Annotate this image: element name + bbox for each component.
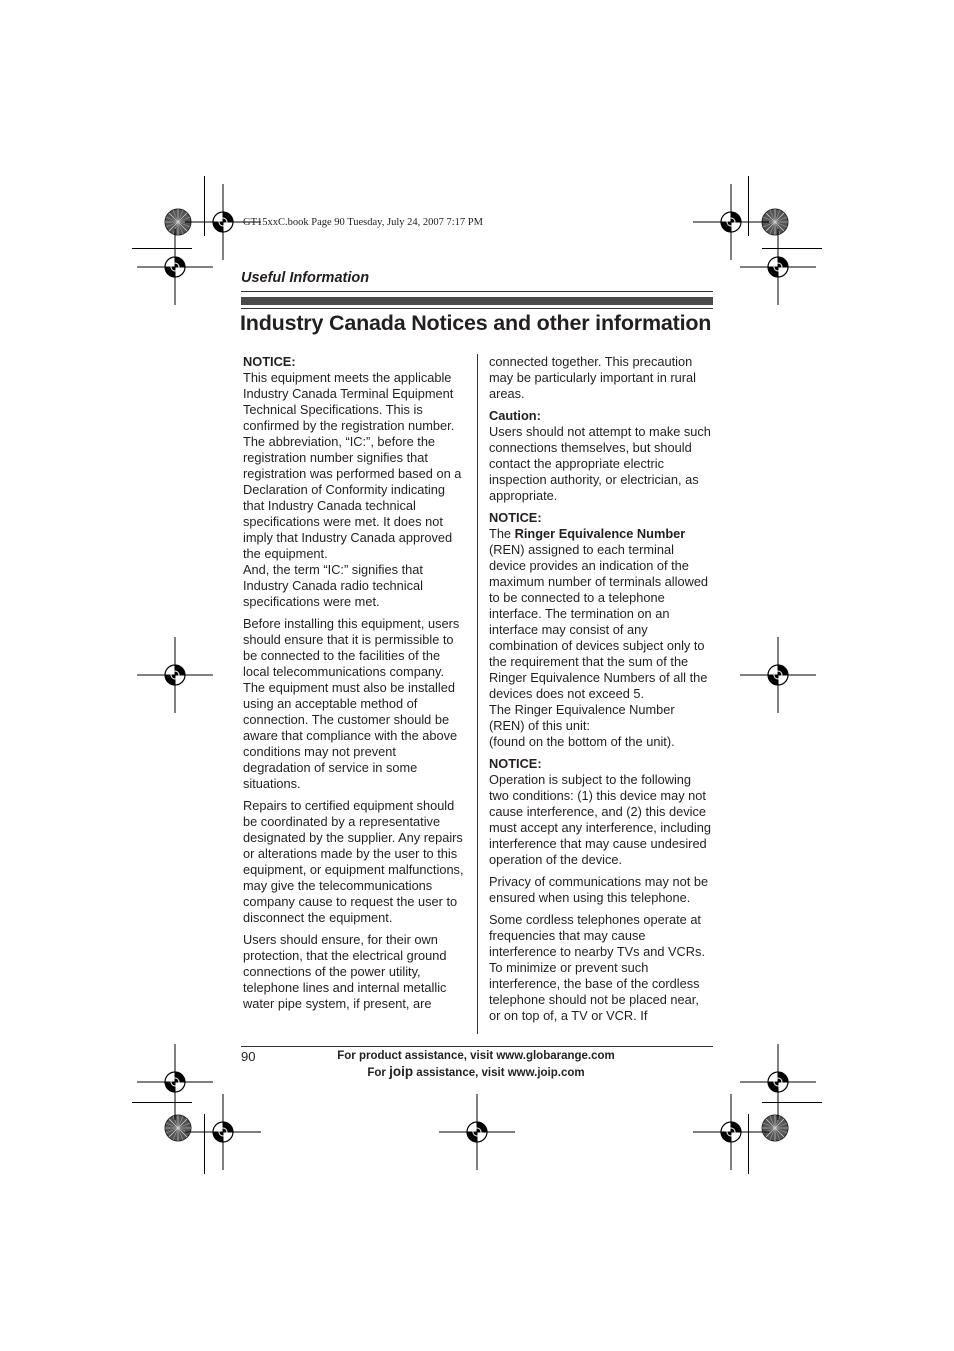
notice-heading: NOTICE: [489,756,542,771]
paragraph: Users should ensure, for their own protection, that the electrical ground connections of the power utility, telephone lines and internal metallic water pipe system, if present, are [243,932,447,1011]
footer-suffix: assistance, visit www.joip.com [413,1067,585,1079]
registration-mark [185,1094,261,1170]
paragraph: Repairs to certified equipment should be coordinated by a representative designated by the supplier. Any repairs or alterations made by the user to this equipment, or equipment malfunctions, may give the telecommunications company cause to request the user to disconnect the equipment. [243,798,464,925]
ren-term: Ringer Equivalence Number [514,526,686,541]
caution-body: Users should not attempt to make such connections themselves, but should contact the appropriate electric inspection authority, or electrician, as appropriate. [489,424,711,503]
footer-divider [241,1046,713,1047]
registration-mark [740,1044,816,1120]
notice-heading: NOTICE: [243,354,296,369]
header-band [241,297,713,305]
section-label: Useful Information [241,270,370,286]
caution-block [489,408,711,504]
caution-heading: Caution: [489,408,541,423]
notice-body: This equipment meets the applicable Industry Canada Terminal Equipment Technical Specifications. This is confirmed by the registration number. The abbreviation, “IC:”, before the registration number signifies that registration was performed based on a Declaration of Conformity indicating that Industry Canada technical specifications were met. It does not imply that Industry Canada approved the equipment. [243,370,462,561]
book-header: GT15xxC.book Page 90 Tuesday, July 24, 2007 7:17 PM [243,217,483,228]
notice-heading: NOTICE: [489,510,542,525]
registration-mark [693,184,769,260]
page-title: Industry Canada Notices and other information [240,311,712,335]
registration-mark [439,1094,515,1170]
ren-location-line: (found on the bottom of the unit). [489,734,675,749]
notice-block [489,510,711,750]
registration-mark [693,1094,769,1170]
footer-line-joip [300,1064,652,1081]
page-number: 90 [241,1049,256,1064]
divider [241,291,713,292]
paragraph: connected together. This precaution may be particularly important in rural areas. [489,354,696,401]
left-column [243,354,465,1018]
notice-block [243,354,465,610]
notice-the: The [489,526,515,541]
starburst-mark [762,1115,788,1141]
starburst-mark [165,1115,191,1141]
notice-body: (REN) assigned to each terminal device provides an indication of the maximum number of terminals allowed to be connected to a telephone interface. The termination on an interface may consist of any combination of devices subject only to the requirement that the sum of the Ringer Equivalence Numbers of all the devices does not exceed 5. [489,542,709,701]
right-column [489,354,711,1030]
registration-mark [740,229,816,305]
divider [241,308,713,309]
joip-logo-text: joip [389,1064,414,1079]
paragraph: Some cordless telephones operate at frequencies that may cause interference to nearby TVs and VCRs. To minimize or prevent such interference, the base of the cordless telephone should not be placed near, or on top of, a TV or VCR. If [489,912,705,1023]
footer-assistance [300,1048,652,1081]
ren-unit-line: The Ringer Equivalence Number (REN) of this unit: [489,702,675,733]
registration-mark [137,637,213,713]
registration-mark [137,1044,213,1120]
registration-mark [137,229,213,305]
paragraph: Privacy of communications may not be ensured when using this telephone. [489,874,709,905]
paragraph: Before installing this equipment, users should ensure that it is permissible to be connected to the facilities of the local telecommunications company. The equipment must also be installed using an acceptable method of connection. The customer should be aware that compliance with the above conditions may not prevent degradation of service in some situations. [243,616,460,791]
registration-mark [740,637,816,713]
column-divider [477,354,478,1034]
footer-prefix: For [367,1067,390,1079]
notice-body: Operation is subject to the following two conditions: (1) this device may not cause interference, and (2) this device must accept any interference, including interference that may cause undesired operation of the device. [489,772,711,867]
footer-line-product: For product assistance, visit www.globarange.com [337,1050,615,1062]
notice-body-continued: And, the term “IC:” signifies that Industry Canada radio technical specifications were met. [243,562,423,609]
notice-block [489,756,711,868]
